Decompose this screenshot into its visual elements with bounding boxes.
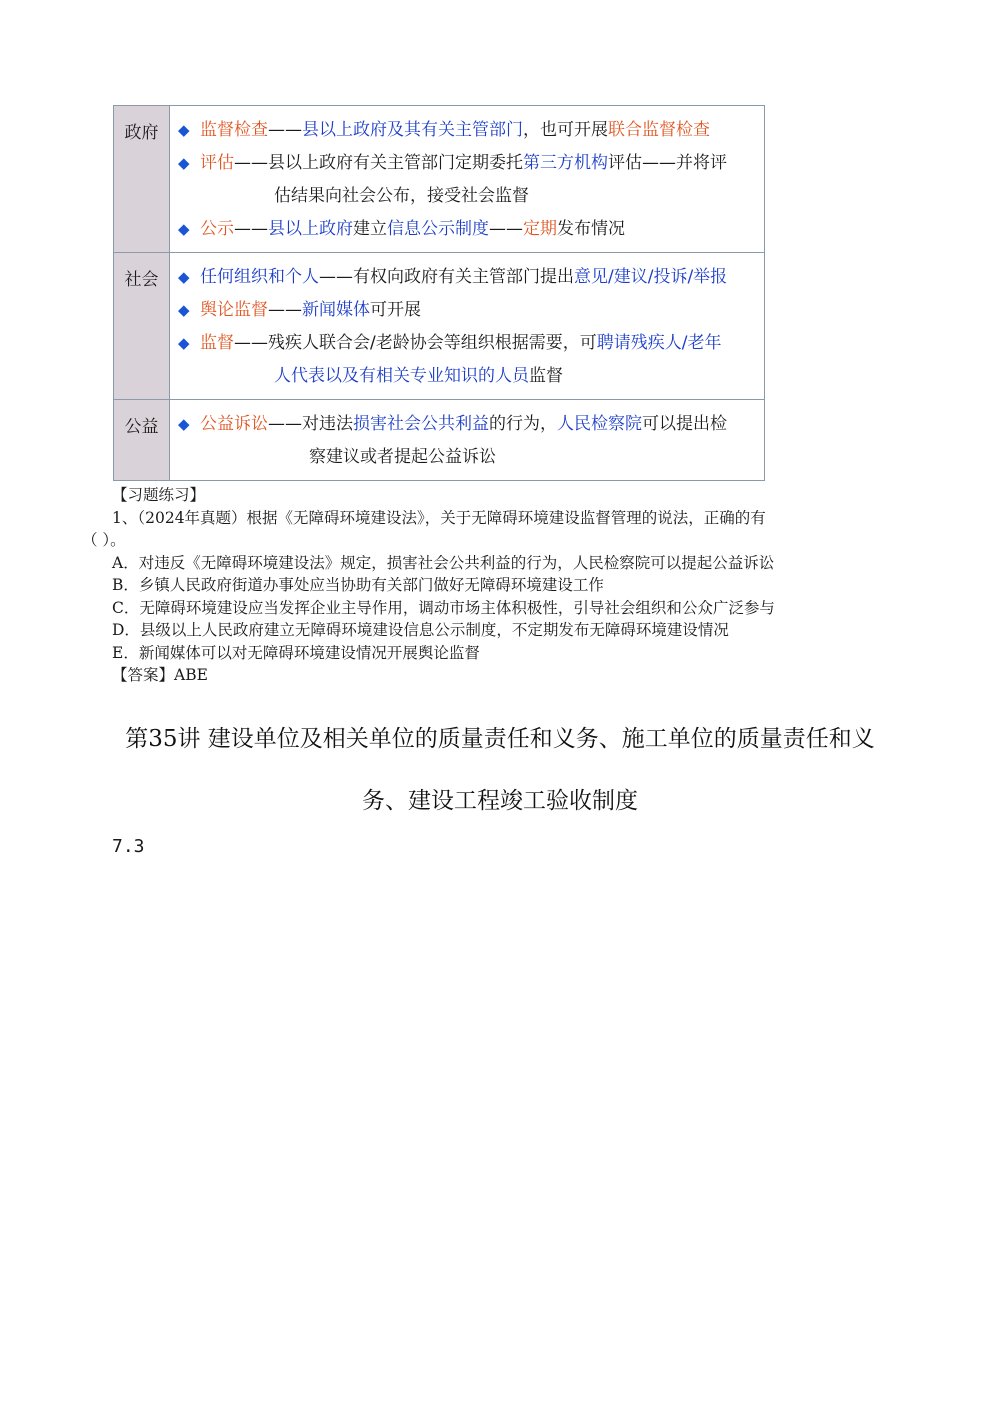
bullet-item [178,327,760,360]
text-segment: —— [234,219,268,239]
text-segment: 公益诉讼 [200,414,268,434]
bullet-text [200,114,760,147]
table-row [114,399,764,480]
text-segment: 聘请残疾人/老年 [596,333,722,353]
text-segment: 定期 [523,219,557,239]
text-segment: 人民检察院 [557,414,642,434]
text-segment: 舆论监督 [200,300,268,320]
diamond-bullet-icon: ◆ [178,121,190,139]
section-number: 7.3 [112,836,145,857]
text-segment: 可以提出检 [642,414,727,434]
text-segment: 监督 [529,366,563,386]
option-b: B．乡镇人民政府街道办事处应当协助有关部门做好无障碍环境建设工作 [112,576,604,594]
diamond-bullet-icon: ◆ [178,415,190,433]
bullet-text [200,261,760,294]
text-segment: 任何组织和个人 [200,267,319,287]
option-a: A．对违反《无障碍环境建设法》规定，损害社会公共利益的行为，人民检察院可以提起公益诉讼 [112,553,775,572]
content-cell [170,400,764,480]
bullet-continuation [178,360,760,393]
bullet-item [178,147,760,180]
text-segment: 评估——并将评 [608,153,727,173]
text-segment: 的行为， [489,414,557,434]
text-segment: 估结果向社会公布，接受社会监督 [274,186,529,206]
bullet-text [200,408,760,441]
bullet-text [200,327,760,360]
text-segment: 监督 [200,333,234,353]
text-segment: 意见/建议/投诉/举报 [574,267,728,287]
content-cell [170,253,764,399]
bullet-text [200,213,760,246]
text-segment: 可开展 [370,300,421,320]
text-segment: ，也可开展 [523,120,608,140]
text-segment: 建立 [353,219,387,239]
text-segment: 损害社会公共利益 [353,414,489,434]
bullet-text [200,294,760,327]
diamond-bullet-icon: ◆ [178,334,190,352]
bullet-item [178,261,760,294]
practice-section [82,484,922,687]
text-segment: —— [489,219,523,239]
text-segment: 公示 [200,219,234,239]
question-line-2: （ ）。 [82,531,126,549]
answer: 【答案】ABE [112,666,208,684]
bullet-item [178,408,760,441]
category-cell: 社会 [114,253,170,399]
text-segment: ——残疾人联合会/老龄协会等组织根据需要，可 [234,333,597,353]
text-segment: 第三方机构 [523,153,608,173]
text-segment: 信息公示制度 [387,219,489,239]
bullet-continuation [178,441,760,474]
text-segment: 评估 [200,153,234,173]
diamond-bullet-icon: ◆ [178,220,190,238]
category-cell: 政府 [114,106,170,252]
text-segment: 县以上政府 [268,219,353,239]
text-segment: 新闻媒体 [302,300,370,320]
lecture-title-line-1: 第35讲 建设单位及相关单位的质量责任和义务、施工单位的质量责任和义 [125,726,875,752]
diamond-bullet-icon: ◆ [178,268,190,286]
diamond-bullet-icon: ◆ [178,301,190,319]
table-row [114,252,764,399]
option-e: E．新闻媒体可以对无障碍环境建设情况开展舆论监督 [112,643,480,662]
text-segment: 发布情况 [557,219,625,239]
supervision-table [113,105,765,481]
bullet-item [178,114,760,147]
text-segment: ——有权向政府有关主管部门提出 [319,267,574,287]
text-segment: 人代表以及有相关专业知识的人员 [274,366,529,386]
bullet-text [200,147,760,180]
question-line-1: 1、（2024年真题）根据《无障碍环境建设法》，关于无障碍环境建设监督管理的说法，正确的有 [112,508,766,527]
option-d: D．县级以上人民政府建立无障碍环境建设信息公示制度，不定期发布无障碍环境建设情况 [112,621,729,639]
bullet-continuation [178,180,760,213]
text-segment: 察建议或者提起公益诉讼 [309,447,496,467]
text-segment: 监督检查 [200,120,268,140]
practice-heading: 【习题练习】 [112,486,206,504]
category-cell: 公益 [114,400,170,480]
text-segment: —— [268,120,302,140]
text-segment: 联合监督检查 [608,120,710,140]
bullet-item [178,294,760,327]
diamond-bullet-icon: ◆ [178,154,190,172]
table-row [114,106,764,252]
text-segment: 县以上政府及其有关主管部门 [302,120,523,140]
text-segment: ——县以上政府有关主管部门定期委托 [234,153,523,173]
content-cell [170,106,764,252]
bullet-item [178,213,760,246]
lecture-title-line-2: 务、建设工程竣工验收制度 [362,788,638,814]
option-c: C．无障碍环境建设应当发挥企业主导作用，调动市场主体积极性，引导社会组织和公众广泛参与 [112,598,775,617]
text-segment: —— [268,300,302,320]
text-segment: ——对违法 [268,414,353,434]
